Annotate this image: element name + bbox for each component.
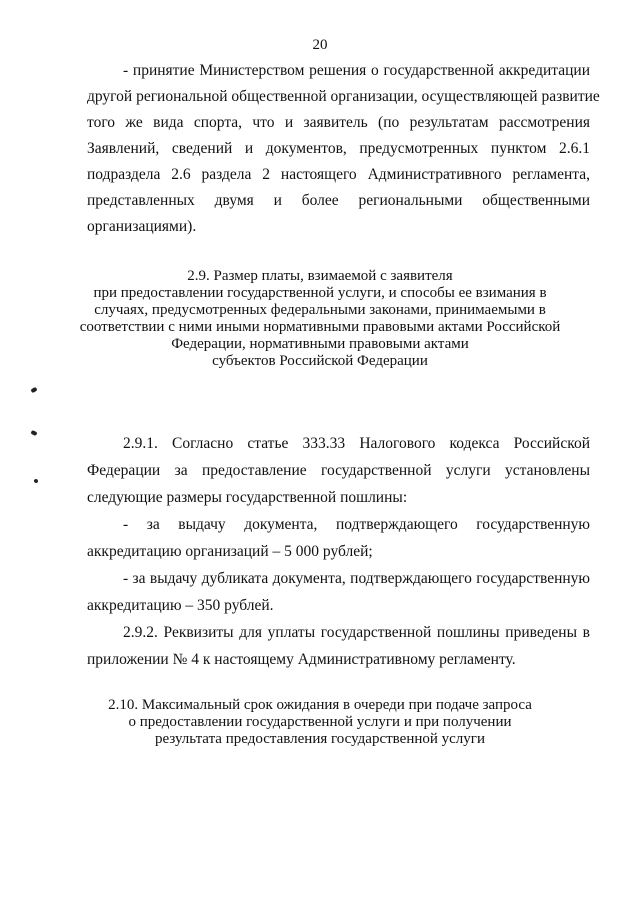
scan-mark [33,478,38,483]
heading-line: Федерации, нормативными правовыми актами [171,336,469,352]
text-line: - принятие Министерством решения о государственной аккредитации [123,62,590,79]
page-number: 20 [312,37,328,53]
text-line: - за выдачу документа, подтверждающего государственную [123,516,590,533]
heading-line: результата предоставления государственной услуги [155,731,485,747]
text-line: организациями). [87,218,197,235]
heading-line: 2.10. Максимальный срок ожидания в очереди при подаче запроса [108,697,532,713]
text-line: 2.9.2. Реквизиты для уплаты государственной пошлины приведены в [123,624,590,641]
heading-line: соответствии с ними иными нормативными правовыми актами Российской [79,319,561,335]
heading-line: при предоставлении государственной услуги, и способы ее взимания в [93,285,547,301]
heading-line: о предоставлении государственной услуги и при получении [128,714,512,730]
scan-mark [30,387,37,393]
paragraph-state-fee [87,430,590,673]
text-line: Заявлений, сведений и документов, предусмотренных пунктом 2.6.1 [87,140,590,157]
text-line: - за выдачу дубликата документа, подтверждающего государственную [123,570,590,587]
text-line: Федерации за предоставление государственной услуги установлены [87,462,590,479]
section-heading-2-10 [0,697,640,748]
scan-mark [30,430,37,436]
text-line: представленных двумя и более региональными общественными [87,192,590,209]
text-line: приложении № 4 к настоящему Административному регламенту. [87,651,516,668]
heading-line: 2.9. Размер платы, взимаемой с заявителя [187,268,453,284]
section-heading-2-9 [0,268,640,370]
text-line: другой региональной общественной организации, осуществляющей развитие [87,88,600,105]
text-line: подраздела 2.6 раздела 2 настоящего Административного регламента, [87,166,590,183]
heading-line: субъектов Российской Федерации [212,353,428,369]
heading-line: случаях, предусмотренных федеральными законами, принимаемыми в [94,302,546,318]
text-line: аккредитацию организаций – 5 000 рублей; [87,543,373,560]
text-line: аккредитацию – 350 рублей. [87,597,274,614]
text-line: того же вида спорта, что и заявитель (по результатам рассмотрения [87,114,590,131]
text-line: 2.9.1. Согласно статье 333.33 Налогового кодекса Российской [123,435,590,452]
paragraph-accreditation-decision [87,58,600,240]
text-line: следующие размеры государственной пошлины: [87,489,408,506]
